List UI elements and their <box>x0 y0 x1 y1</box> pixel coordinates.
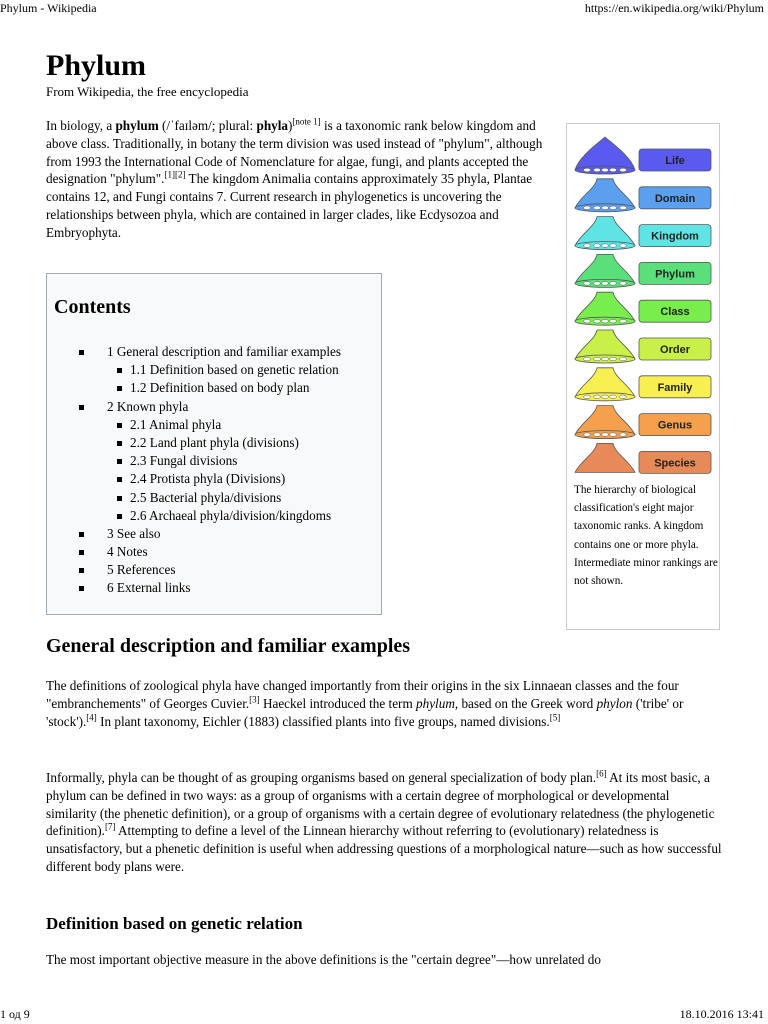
rim-node <box>610 206 617 210</box>
bell-shape <box>575 443 635 472</box>
toc-item[interactable]: 3 See also <box>47 525 341 543</box>
rim-node <box>594 433 601 437</box>
rim-node <box>620 168 627 172</box>
term-phylum: phylum <box>115 118 159 133</box>
rim-node <box>620 433 627 437</box>
toc-item[interactable]: 1 General description and familiar examples <box>47 343 341 361</box>
taxonomy-hierarchy-image[interactable] <box>571 128 717 480</box>
rim-node <box>620 319 627 323</box>
intro-paragraph: In biology, a phylum (/ˈfaɪləm/; plural: phyla)[note 1] is a taxonomic rank below kingdom and above class. Traditionally, in botany the term division was used instead of "phylum", although from 1993 the International Code of Nomenclature for algae, fungi, and plants accepted the designation "phylum".[1][2] The kingdom Animalia contains approximately 35 phyla, Plantae contains 12, and Fungi contains 7. Current research in phylogenetics is uncovering the relationships between phyla, which are contained in larger clades, like Ecdysozoa and Embryophyta. <box>46 116 543 240</box>
rim-node <box>602 206 609 210</box>
hierarchy-level-phylum <box>575 254 711 287</box>
term-phyla: phyla <box>256 118 289 133</box>
rim-node <box>620 357 627 361</box>
rim-node <box>620 282 627 286</box>
rim-node <box>610 168 617 172</box>
toc-item[interactable]: 2.5 Bacterial phyla/divisions <box>47 489 341 507</box>
rank-label: Species <box>654 457 696 470</box>
rim-node <box>602 395 609 399</box>
rim-node <box>594 206 601 210</box>
page-counter: 1 од 9 <box>0 1007 30 1021</box>
rim-node <box>584 244 591 248</box>
rim-node <box>594 357 601 361</box>
page-subtitle: From Wikipedia, the free encyclopedia <box>46 84 249 99</box>
rim-node <box>620 395 627 399</box>
rim-node <box>594 244 601 248</box>
hierarchy-level-family <box>575 368 711 401</box>
toc-title: Contents <box>54 296 131 318</box>
rim-node <box>584 206 591 210</box>
rim-node <box>584 282 591 286</box>
browser-page-title: Phylum - Wikipedia <box>0 1 97 15</box>
paragraph: The most important objective measure in the above definitions is the "certain degree"—how unrelated do <box>46 952 601 967</box>
hierarchy-level-order <box>575 330 711 363</box>
infobox-caption: The hierarchy of biological classification's eight major taxonomic ranks. A kingdom contains one or more phyla. Intermediate minor rankings are not shown. <box>574 484 718 588</box>
toc-item[interactable]: 2.3 Fungal divisions <box>47 452 341 470</box>
toc-item[interactable]: 1.2 Definition based on body plan <box>47 379 341 397</box>
section-heading-general: General description and familiar examples <box>46 635 411 657</box>
rim-node <box>584 168 591 172</box>
paragraph: The definitions of zoological phyla have changed importantly from their origins in the six Linnaean classes and the four "embranchements" of Georges Cuvier.[3] Haeckel introduced the term phylum, based on the Greek word phylon ('tribe' or 'stock').[4] In plant taxonomy, Eichler (1883) classified plants into five groups, named divisions.[5] <box>46 678 684 729</box>
toc-item[interactable]: 4 Notes <box>47 543 341 561</box>
toc-item[interactable]: 6 External links <box>47 579 341 597</box>
rim-node <box>584 395 591 399</box>
bell-shape <box>575 137 635 170</box>
table-of-contents <box>46 273 382 615</box>
rim-node <box>602 357 609 361</box>
citation-link[interactable]: [4] <box>86 712 97 723</box>
toc-item[interactable]: 2.1 Animal phyla <box>47 416 341 434</box>
section-heading-genetic: Definition based on genetic relation <box>46 914 303 933</box>
paragraph: Informally, phyla can be thought of as grouping organisms based on general specialization of body plan.[6] At its most basic, a phylum can be defined in two ways: as a group of organisms with a certain degree of morphological or developmental similarity (the phenetic definition), or a group of organisms with a certain degree of evolutionary relatedness (the phylogenetic definition).[7] Attempting to define a level of the Linnean hierarchy without referring to (evolutionary) relatedness is unsatisfactory, but a phenetic definition is useful when addressing questions of a morphological nature—such as how successful different body plans were. <box>46 768 722 874</box>
citation-link[interactable]: [1][2] <box>164 170 186 180</box>
rim-node <box>620 244 627 248</box>
rim-node <box>602 168 609 172</box>
hierarchy-level-species <box>575 443 711 473</box>
rank-label: Family <box>657 381 693 394</box>
hierarchy-level-kingdom <box>575 217 711 250</box>
toc-item[interactable]: 2.6 Archaeal phyla/division/kingdoms <box>47 507 341 525</box>
citation-link[interactable]: [5] <box>549 712 561 723</box>
toc-item[interactable]: 5 References <box>47 561 341 579</box>
rim-node <box>584 433 591 437</box>
rim-node <box>620 206 627 210</box>
page-url[interactable]: https://en.wikipedia.org/wiki/Phylum <box>584 1 764 15</box>
rim-node <box>594 282 601 286</box>
rank-label: Phylum <box>655 268 695 281</box>
rim-node <box>610 319 617 323</box>
rank-label: Domain <box>654 192 696 205</box>
rim-node <box>584 357 591 361</box>
rank-label: Class <box>660 306 690 319</box>
citation-link[interactable]: [note 1] <box>292 116 321 127</box>
toc-item[interactable]: 2.4 Protista phyla (Divisions) <box>47 470 341 488</box>
citation-link[interactable]: [3] <box>249 694 260 705</box>
toc-item[interactable]: 2.2 Land plant phyla (divisions) <box>47 434 341 452</box>
rim-node <box>610 357 617 361</box>
hierarchy-level-class <box>575 292 711 325</box>
rim-node <box>594 395 601 399</box>
hierarchy-level-domain <box>575 179 711 212</box>
hierarchy-level-genus <box>575 406 711 439</box>
toc-item[interactable]: 1.1 Definition based on genetic relation <box>47 361 341 379</box>
hierarchy-level-life <box>575 137 711 174</box>
citation-link[interactable]: [6] <box>596 768 607 779</box>
rim-node <box>594 319 601 323</box>
citation-link[interactable]: [7] <box>104 822 116 832</box>
page-title: Phylum <box>46 49 147 82</box>
rim-node <box>610 395 617 399</box>
rim-node <box>610 433 617 437</box>
rim-node <box>602 319 609 323</box>
rim-node <box>602 282 609 286</box>
rank-label: Genus <box>657 419 693 432</box>
print-datetime: 18.10.2016 13:41 <box>679 1007 764 1021</box>
rank-label: Life <box>665 155 685 167</box>
rim-node <box>602 433 609 437</box>
toc-item[interactable]: 2 Known phyla <box>47 398 341 416</box>
rim-node <box>584 319 591 323</box>
rim-node <box>610 282 617 286</box>
rim-node <box>610 244 617 248</box>
rank-label: Order <box>660 344 690 356</box>
rim-node <box>602 244 609 248</box>
infobox <box>566 123 720 630</box>
rank-label: Kingdom <box>651 230 699 243</box>
rim-node <box>594 168 601 172</box>
